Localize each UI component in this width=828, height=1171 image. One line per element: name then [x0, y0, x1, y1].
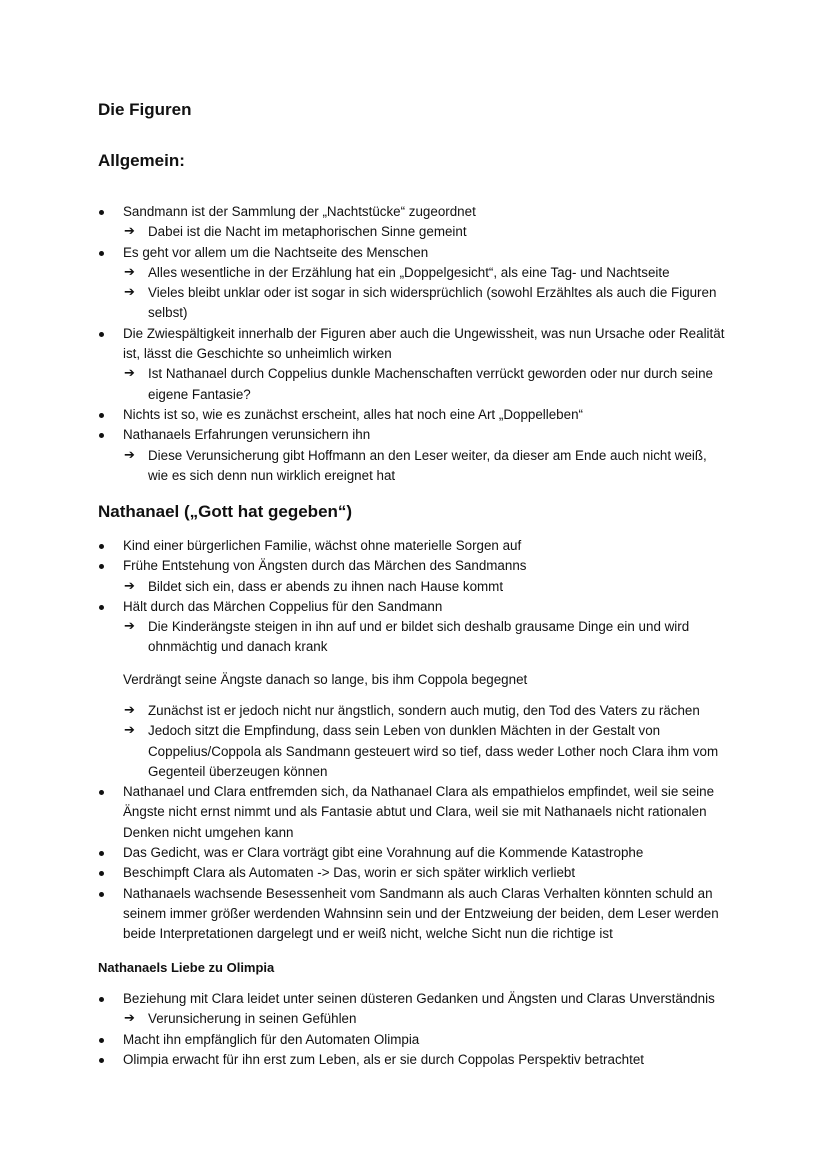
- heading-allgemein: Allgemein:: [98, 151, 185, 170]
- bullet-dot-icon: [99, 790, 104, 795]
- list-item: Nichts ist so, wie es zunächst erscheint, alles hat noch eine Art „Doppelleben“: [0, 405, 725, 425]
- bullet-dot-icon: [99, 892, 104, 897]
- heading-nathanael: Nathanael („Gott hat gegeben“): [98, 502, 353, 521]
- list-item: Nathanaels wachsende Besessenheit vom Sandmann als auch Claras Verhalten könnten schuld an seinem immer größer werdenden Wahnsinn sein und der Entzweiung der beiden, dem Leser werden beide Interpretationen dargelegt und er weiß nicht, welche Sicht nun die richtige ist: [0, 884, 725, 945]
- list-item: Sandmann ist der Sammlung der „Nachtstücke“ zugeordnet: [0, 202, 725, 222]
- list-allgemein: [0, 202, 828, 486]
- bullet-dot-icon: [99, 851, 104, 856]
- sub-list-item: ➔ Verunsicherung in seinen Gefühlen: [0, 1009, 728, 1029]
- sub-list-item: ➔ Zunächst ist er jedoch nicht nur ängstlich, sondern auch mutig, den Tod des Vaters zu rächen: [0, 701, 728, 721]
- list-item: Die Zwiespältigkeit innerhalb der Figuren aber auch die Ungewissheit, was nun Ursache oder Realität ist, lässt die Geschichte so unheimlich wirken: [0, 324, 725, 365]
- list-item: Beziehung mit Clara leidet unter seinen düsteren Gedanken und Ängsten und Claras Unverständnis: [0, 989, 725, 1009]
- arrow-right-icon: ➔: [124, 723, 135, 739]
- list-item: Das Gedicht, was er Clara vorträgt gibt eine Vorahnung auf die Kommende Katastrophe: [0, 843, 725, 863]
- sub-list-item: ➔ Bildet sich ein, dass er abends zu ihnen nach Hause kommt: [0, 577, 728, 597]
- list-olimpia: [0, 989, 828, 1070]
- bullet-dot-icon: [99, 413, 104, 418]
- bullet-dot-icon: [99, 251, 104, 256]
- sub-list-item: ➔ Dabei ist die Nacht im metaphorischen Sinne gemeint: [0, 222, 728, 242]
- arrow-right-icon: ➔: [124, 447, 135, 463]
- heading-olimpia: Nathanaels Liebe zu Olimpia: [98, 960, 275, 975]
- paragraph-verdraengt: Verdrängt seine Ängste danach so lange, bis ihm Coppola begegnet: [123, 672, 528, 687]
- bullet-dot-icon: [99, 564, 104, 569]
- arrow-right-icon: ➔: [124, 578, 135, 594]
- bullet-dot-icon: [99, 997, 104, 1002]
- arrow-right-icon: ➔: [124, 366, 135, 382]
- list-nathanael-b: [0, 701, 828, 945]
- list-nathanael-a: [0, 536, 828, 658]
- sub-list-item: ➔ Alles wesentliche in der Erzählung hat ein „Doppelgesicht“, als eine Tag- und Nachtseite: [0, 263, 728, 283]
- list-item: Nathanael und Clara entfremden sich, da Nathanael Clara als empathielos empfindet, weil sie seine Ängste nicht ernst nimmt und als Fantasie abtut und Clara, weil sie mit Nathanaels nicht rationalen Denken nicht umgehen kann: [0, 782, 725, 843]
- sub-list-item: ➔ Diese Verunsicherung gibt Hoffmann an den Leser weiter, da dieser am Ende auch nicht weiß, wie es sich denn nun wirklich ereignet hat: [124, 447, 707, 483]
- list-item: Macht ihn empfänglich für den Automaten Olimpia: [0, 1030, 725, 1050]
- list-item: Olimpia erwacht für ihn erst zum Leben, als er sie durch Coppolas Perspektiv betrachtet: [0, 1050, 725, 1070]
- arrow-right-icon: ➔: [124, 285, 135, 301]
- arrow-right-icon: ➔: [124, 703, 135, 718]
- list-item: Kind einer bürgerlichen Familie, wächst ohne materielle Sorgen auf: [0, 536, 725, 556]
- list-item: Es geht vor allem um die Nachtseite des Menschen: [0, 243, 725, 263]
- bullet-dot-icon: [99, 1058, 104, 1063]
- list-item: Frühe Entstehung von Ängsten durch das Märchen des Sandmanns: [0, 556, 725, 576]
- arrow-right-icon: ➔: [124, 619, 135, 635]
- list-item: Hält durch das Märchen Coppelius für den Sandmann: [0, 597, 725, 617]
- bullet-dot-icon: [99, 605, 104, 610]
- sub-list-item: ➔ Vieles bleibt unklar oder ist sogar in sich widersprüchlich (sowohl Erzähltes als auch die Figuren selbst): [124, 285, 717, 321]
- arrow-right-icon: ➔: [124, 224, 135, 240]
- page-title: Die Figuren: [98, 100, 192, 119]
- arrow-right-icon: ➔: [124, 264, 135, 280]
- sub-list-item: ➔ Die Kinderängste steigen in ihn auf und er bildet sich deshalb grausame Dinge ein und wird ohnmächtig und danach krank: [124, 619, 690, 655]
- bullet-dot-icon: [99, 1038, 104, 1043]
- arrow-right-icon: ➔: [124, 1011, 135, 1027]
- bullet-dot-icon: [99, 871, 104, 876]
- sub-list-item: ➔ Jedoch sitzt die Empfindung, dass sein Leben von dunklen Mächten in der Gestalt von Coppelius/Coppola als Sandmann gesteuert wird so tief, dass weder Lother noch Clara ihm vom Gegenteil überzeugen können: [124, 723, 719, 779]
- bullet-dot-icon: [99, 332, 104, 337]
- list-item: Beschimpft Clara als Automaten -> Das, worin er sich später wirklich verliebt: [0, 863, 725, 883]
- sub-list-item: ➔ Ist Nathanael durch Coppelius dunkle Machenschaften verrückt geworden oder nur durch seine eigene Fantasie?: [124, 366, 713, 402]
- list-item: Nathanaels Erfahrungen verunsichern ihn: [0, 425, 725, 445]
- bullet-dot-icon: [99, 544, 104, 549]
- bullet-dot-icon: [99, 210, 104, 215]
- bullet-dot-icon: [99, 433, 104, 438]
